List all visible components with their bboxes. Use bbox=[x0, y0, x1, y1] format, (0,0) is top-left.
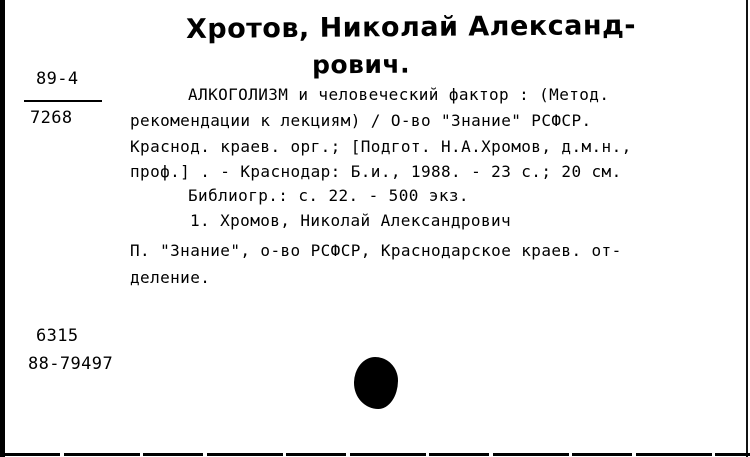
bottom-number-1: 6315 bbox=[36, 326, 79, 346]
call-number-top: 89-4 bbox=[36, 69, 79, 89]
entry-line-5: Библиогр.: с. 22. - 500 экз. bbox=[188, 186, 469, 205]
bottom-number-2: 88-79497 bbox=[28, 354, 114, 374]
handwritten-author-line2: рович. bbox=[311, 49, 411, 80]
entry-line-2: рекомендации к лекциям) / О-во "Знание" РСФСР. bbox=[130, 111, 592, 130]
entry-line-1: АЛКОГОЛИЗМ и человеческий фактор : (Метод. bbox=[188, 85, 610, 104]
entry-line-4: проф.] . - Краснодар: Б.и., 1988. - 23 с.; 20 см. bbox=[130, 162, 622, 181]
call-number-bottom: 7268 bbox=[30, 108, 73, 128]
call-number-divider bbox=[24, 100, 102, 102]
card-right-edge bbox=[746, 0, 748, 457]
card-bottom-edge bbox=[0, 453, 750, 456]
entry-line-6: 1. Хромов, Николай Александрович bbox=[190, 211, 512, 230]
entry-line-8: деление. bbox=[130, 268, 211, 287]
card-left-edge bbox=[0, 0, 5, 457]
ink-blot bbox=[354, 357, 398, 409]
handwritten-author-line1: Хротов, Николай Александ- bbox=[185, 10, 637, 45]
entry-line-7: П. "Знание", о-во РСФСР, Краснодарское краев. от- bbox=[130, 241, 622, 260]
entry-line-3: Краснод. краев. орг.; [Подгот. Н.А.Хромов, д.м.н., bbox=[130, 137, 632, 156]
